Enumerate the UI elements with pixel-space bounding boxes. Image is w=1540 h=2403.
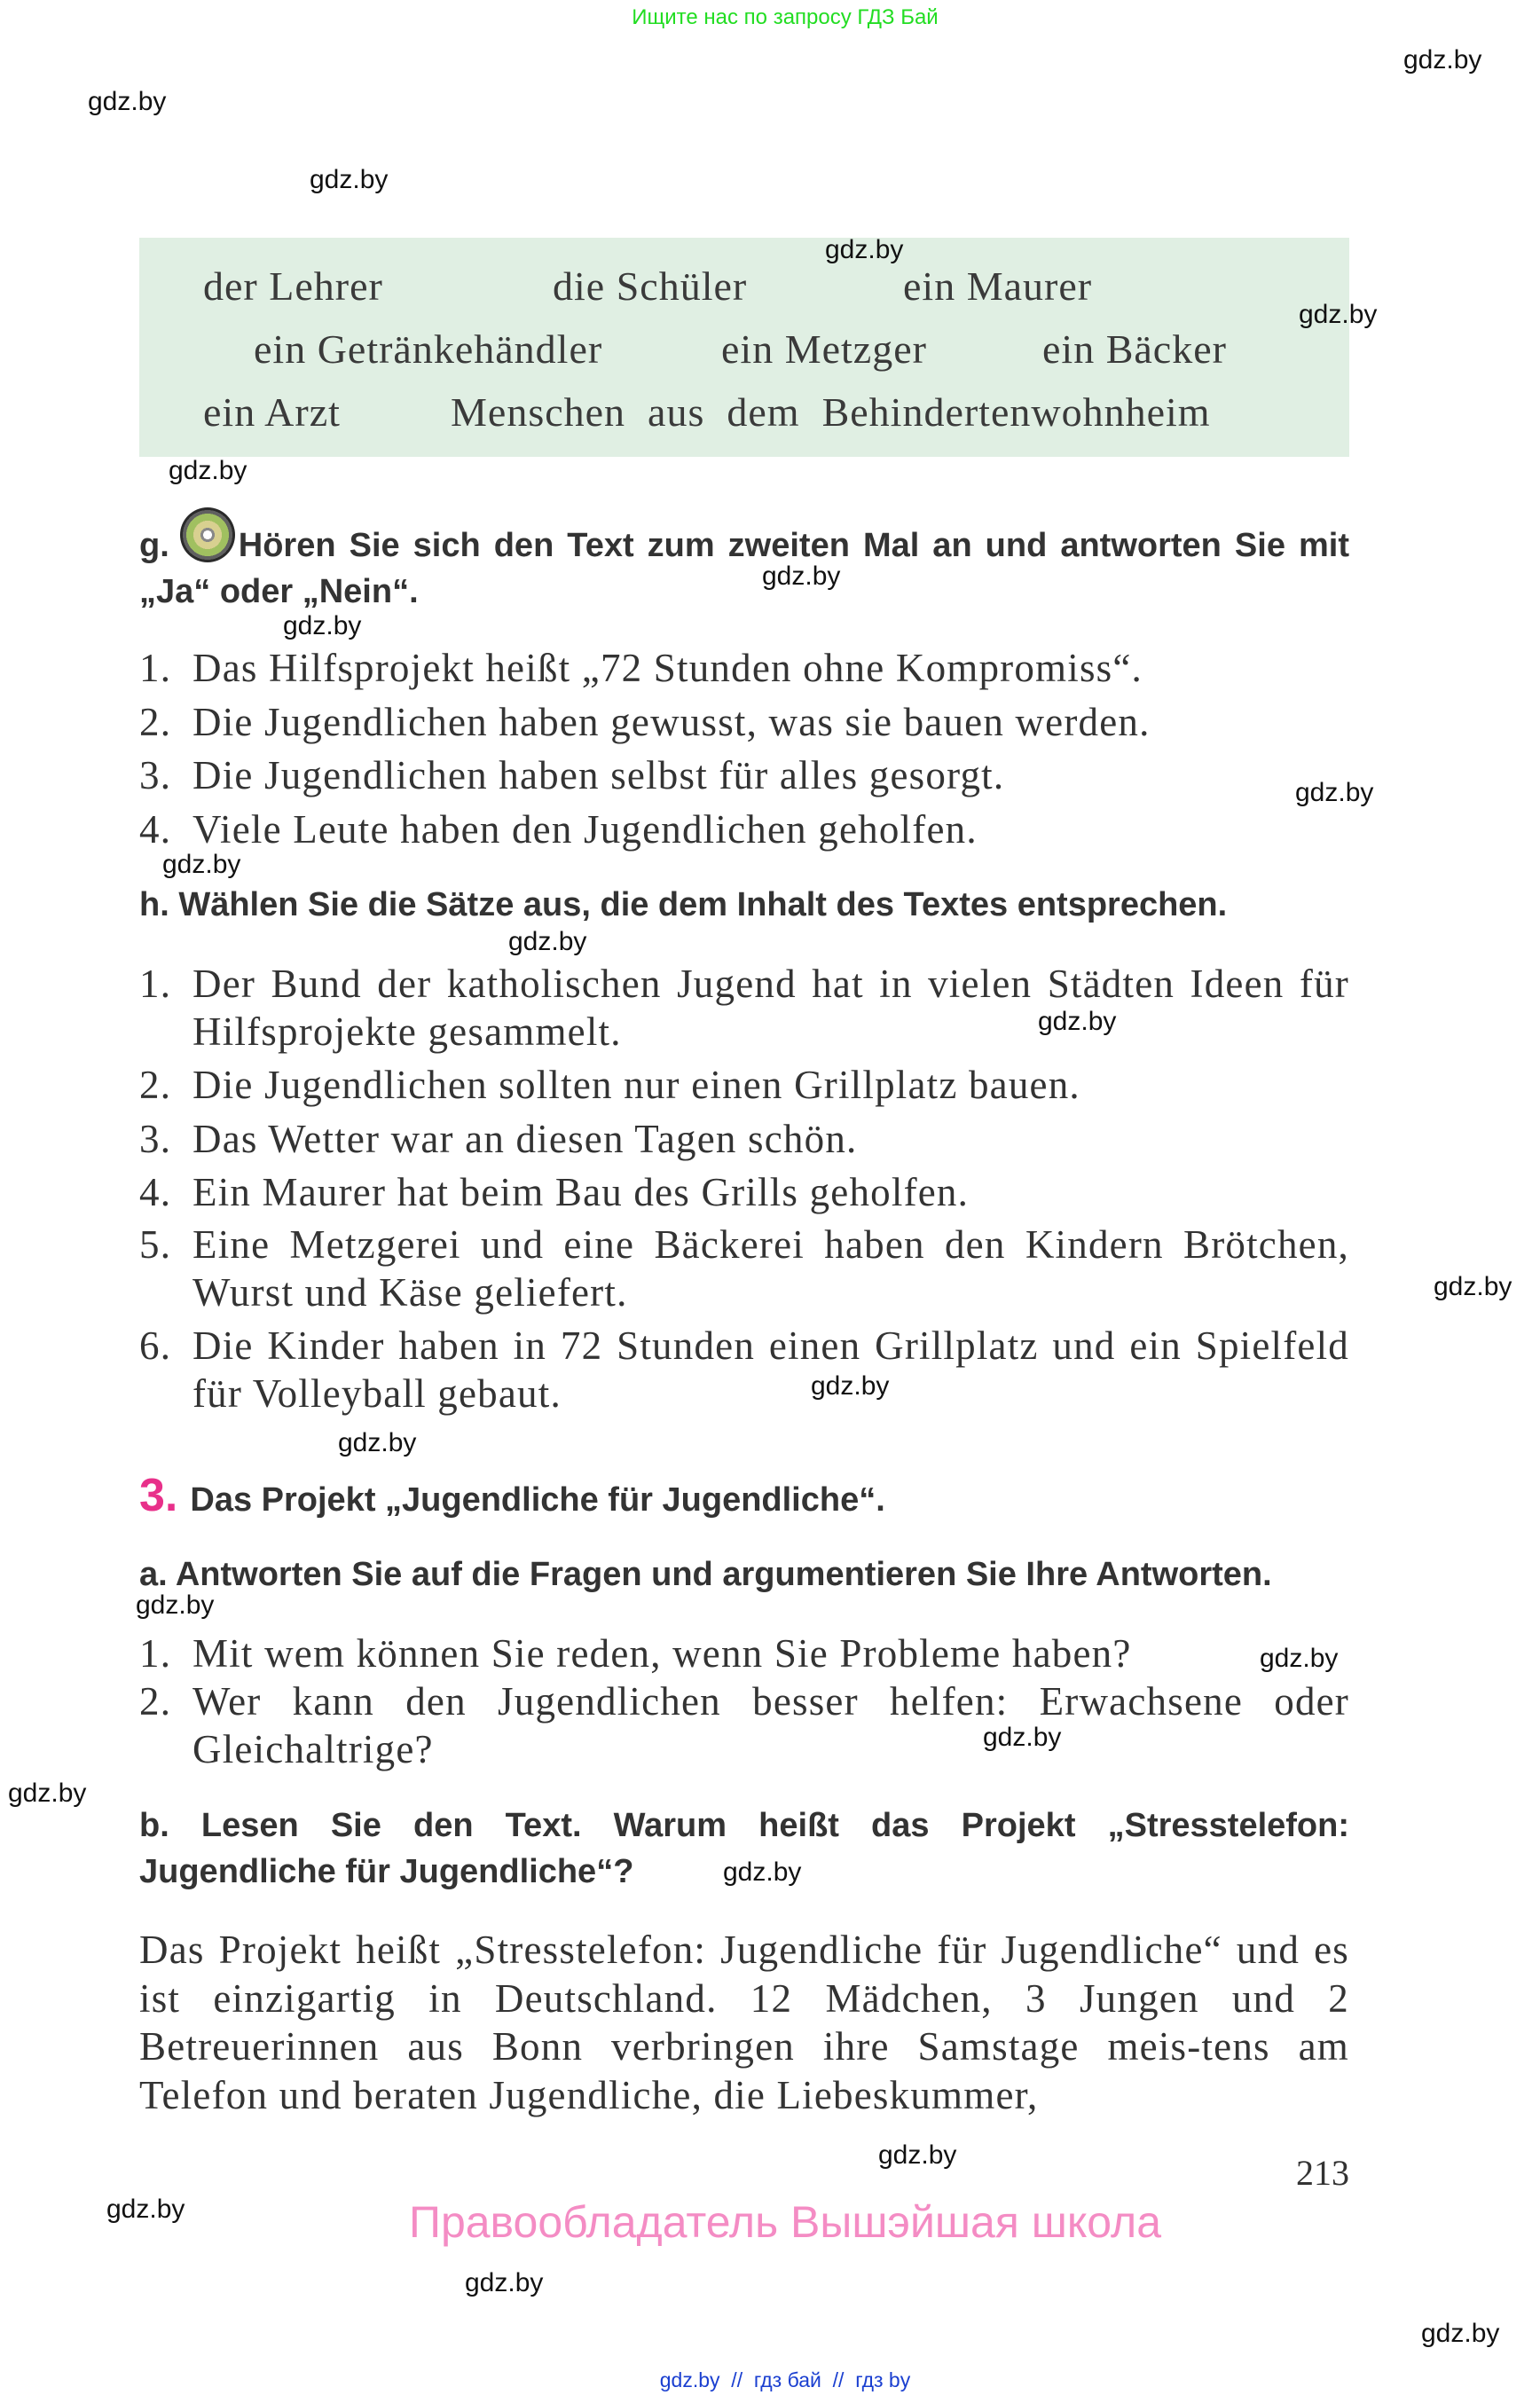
item-text: Eine Metzgerei und eine Bäckerei haben den Kindern Brötchen, Wurst und Käse geliefert. xyxy=(192,1222,1349,1315)
list-item xyxy=(139,1115,1349,1163)
watermark: gdz.by xyxy=(983,1723,1062,1752)
item-number: 3. xyxy=(139,753,172,797)
footer-links[interactable]: gdz.by // гдз бай // гдз by xyxy=(659,2368,911,2391)
page-number: 213 xyxy=(1296,2153,1349,2193)
item-text: Die Jugendlichen sollten nur einen Grillplatz bauen. xyxy=(192,1063,1080,1107)
watermark: gdz.by xyxy=(8,1779,87,1808)
list-item xyxy=(139,1168,1349,1216)
watermark: gdz.by xyxy=(723,1857,802,1887)
word-item: die Schüler xyxy=(553,263,748,309)
item-number: 1. xyxy=(139,962,172,1006)
word-item: der Lehrer xyxy=(203,263,383,309)
watermark: gdz.by xyxy=(1434,1272,1512,1301)
task-b-heading: b. Lesen Sie den Text. Warum heißt das Projekt „Stresstelefon: Jugendliche für Jugendliche“? xyxy=(139,1807,1349,1890)
task-a-heading: a. Antworten Sie auf die Fragen und argumentieren Sie Ihre Antworten. xyxy=(139,1556,1272,1593)
item-text: Der Bund der katholischen Jugend hat in vielen Städten Ideen für Hilfsprojekte gesammelt. xyxy=(192,962,1349,1054)
watermark: gdz.by xyxy=(338,1428,417,1457)
watermark: gdz.by xyxy=(465,2268,544,2297)
watermark: gdz.by xyxy=(169,456,248,485)
watermark: gdz.by xyxy=(106,2195,185,2224)
item-text: Die Jugendlichen haben selbst für alles gesorgt. xyxy=(192,753,1005,797)
item-number: 5. xyxy=(139,1222,172,1267)
list-item xyxy=(139,960,1349,1056)
watermark: gdz.by xyxy=(811,1371,890,1401)
word-item: ein Arzt xyxy=(203,389,341,435)
watermark: gdz.by xyxy=(1403,45,1482,75)
watermark: gdz.by xyxy=(762,561,841,591)
watermark: gdz.by xyxy=(136,1590,215,1620)
watermark: gdz.by xyxy=(1038,1007,1117,1036)
watermark: gdz.by xyxy=(1299,300,1378,329)
item-text: Das Hilfsprojekt heißt „72 Stunden ohne Kompromiss“. xyxy=(192,646,1143,690)
watermark: gdz.by xyxy=(878,2140,957,2170)
item-text: Mit wem können Sie reden, wenn Sie Probleme haben? xyxy=(192,1631,1132,1676)
task-h-heading: h. Wählen Sie die Sätze aus, die dem Inhalt des Textes entsprechen. xyxy=(139,886,1228,923)
watermark: gdz.by xyxy=(508,927,587,956)
task-g-heading xyxy=(139,522,1349,615)
item-text: Die Kinder haben in 72 Stunden einen Grillplatz und ein Spielfeld für Volleyball gebaut. xyxy=(192,1323,1349,1416)
watermark: gdz.by xyxy=(1295,778,1374,807)
item-number: 4. xyxy=(139,807,172,852)
word-item: Menschen aus dem Behindertenwohnheim xyxy=(451,389,1211,435)
item-number: 1. xyxy=(139,1631,172,1676)
copyright-notice: Правообладатель Вышэйшая школа xyxy=(409,2197,1161,2247)
item-text: Wer kann den Jugendlichen besser helfen: Erwachsene oder Gleichaltrige? xyxy=(192,1679,1349,1771)
task-label: g. xyxy=(139,527,169,564)
list-item xyxy=(139,1322,1349,1417)
word-item: ein Getränkehändler xyxy=(254,326,603,372)
watermark: gdz.by xyxy=(825,235,904,264)
item-number: 4. xyxy=(139,1170,172,1214)
list-item xyxy=(139,1221,1349,1316)
watermark: gdz.by xyxy=(1260,1644,1339,1673)
item-number: 3. xyxy=(139,1117,172,1161)
search-hint: Ищите нас по запросу ГДЗ Бай xyxy=(632,5,939,29)
item-text: Das Wetter war an diesen Tagen schön. xyxy=(192,1117,858,1161)
watermark: gdz.by xyxy=(283,611,362,640)
item-number: 2. xyxy=(139,700,172,744)
list-item xyxy=(139,751,1349,799)
list-item xyxy=(139,1677,1349,1773)
reading-text: Das Projekt heißt „Stresstelefon: Jugendliche für Jugendliche“ und es ist einzigartig in Deutschland. 12 Mädchen, 3 Jungen und 2 Betreuerinnen aus Bonn verbringen ihre Samstage meis-tens am Telefon und beraten Jugendliche, die Liebeskummer, xyxy=(139,1928,1349,2117)
list-item xyxy=(139,1629,1349,1677)
item-number: 6. xyxy=(139,1323,172,1368)
word-item: ein Bäcker xyxy=(1042,326,1227,372)
list-item xyxy=(139,644,1349,692)
item-number: 2. xyxy=(139,1063,172,1107)
section-heading xyxy=(139,1472,1349,1523)
item-text: Viele Leute haben den Jugendlichen geholfen. xyxy=(192,807,978,852)
watermark: gdz.by xyxy=(1421,2319,1500,2348)
section-title: Das Projekt „Jugendliche für Jugendliche“. xyxy=(190,1481,885,1519)
watermark: gdz.by xyxy=(310,165,389,194)
watermark: gdz.by xyxy=(88,87,167,116)
word-item: ein Metzger xyxy=(721,326,927,372)
task-instruction: Hören Sie sich den Text zum zweiten Mal an und antworten Sie mit „Ja“ oder „Nein“. xyxy=(139,527,1349,610)
watermark: gdz.by xyxy=(162,850,241,879)
item-number: 1. xyxy=(139,646,172,690)
list-item xyxy=(139,698,1349,746)
item-number: 2. xyxy=(139,1679,172,1724)
list-item xyxy=(139,805,1349,853)
section-number: 3. xyxy=(139,1470,178,1521)
item-text: Die Jugendlichen haben gewusst, was sie bauen werden. xyxy=(192,700,1151,744)
word-item: ein Maurer xyxy=(903,263,1093,309)
item-text: Ein Maurer hat beim Bau des Grills geholfen. xyxy=(192,1170,970,1214)
list-item xyxy=(139,1061,1349,1109)
